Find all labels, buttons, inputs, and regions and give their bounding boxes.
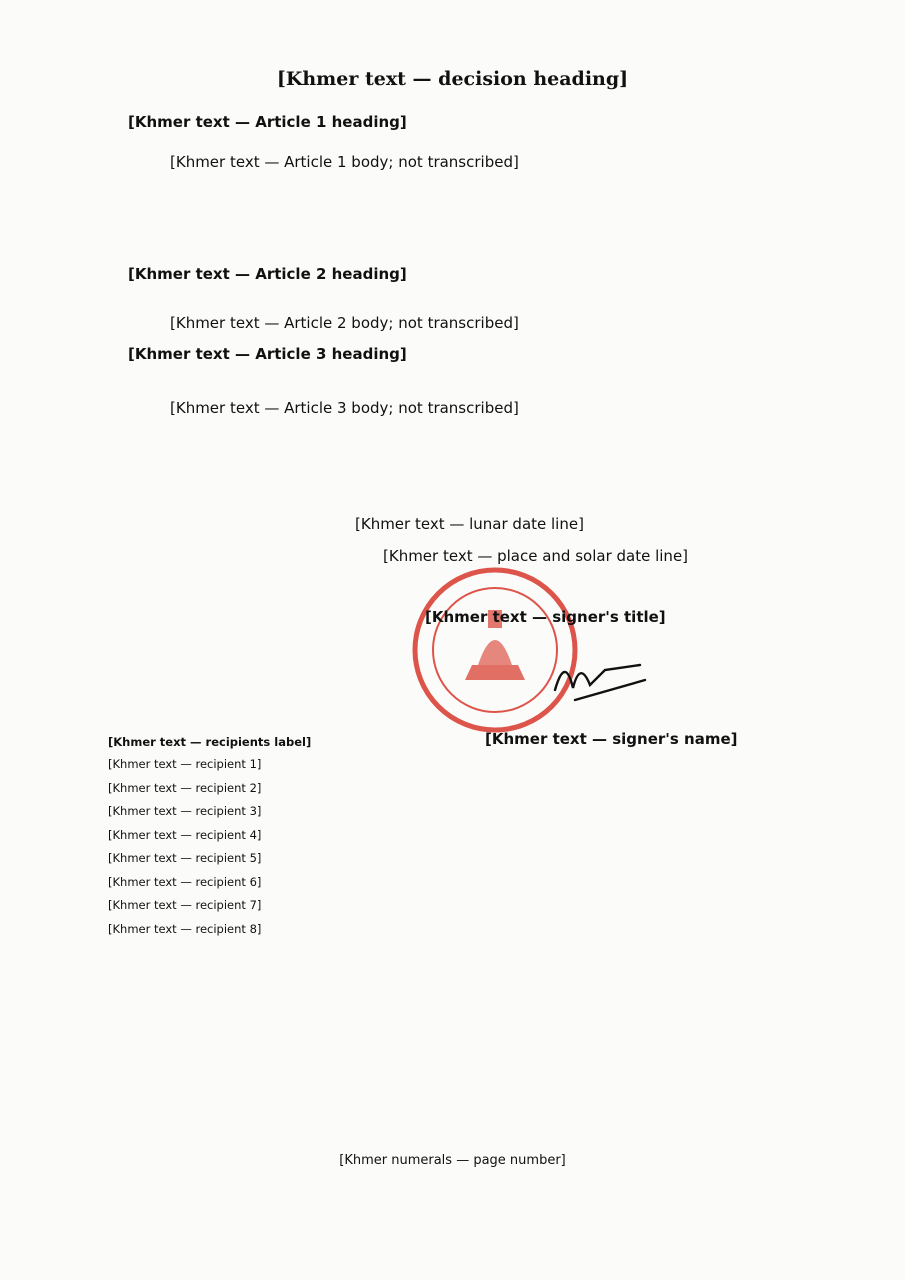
- page-number: [Khmer numerals — page number]: [339, 1153, 566, 1168]
- handwritten-signature-icon: [545, 650, 655, 710]
- article-1-heading: [Khmer text — Article 1 heading]: [128, 113, 407, 131]
- signer-title: [Khmer text — signer's title]: [425, 608, 666, 626]
- article-2-body: [Khmer text — Article 2 body; not transcribed]: [170, 314, 519, 332]
- document-title: [Khmer text — decision heading]: [276, 68, 629, 90]
- recipient-item: [Khmer text — recipient 5]: [108, 851, 262, 865]
- recipient-item: [Khmer text — recipient 4]: [108, 827, 262, 842]
- recipients-list: [108, 753, 311, 941]
- lunar-date-line: [Khmer text — lunar date line]: [355, 515, 584, 533]
- recipient-item: [Khmer text — recipient 8]: [108, 921, 262, 936]
- recipient-item: [Khmer text — recipient 6]: [108, 874, 262, 889]
- recipient-item: [Khmer text — recipient 3]: [108, 804, 262, 818]
- recipients-block: [108, 735, 311, 941]
- solar-date-line: [Khmer text — place and solar date line]: [383, 547, 689, 565]
- article-1-body: [Khmer text — Article 1 body; not transcribed]: [170, 153, 519, 171]
- recipient-item: [Khmer text — recipient 2]: [108, 780, 262, 795]
- article-2-heading: [Khmer text — Article 2 heading]: [128, 265, 407, 283]
- recipient-item: [Khmer text — recipient 7]: [108, 898, 262, 912]
- recipients-title: [Khmer text — recipients label]: [108, 735, 312, 749]
- article-3-body: [Khmer text — Article 3 body; not transcribed]: [170, 399, 519, 417]
- signer-name: [Khmer text — signer's name]: [485, 730, 738, 748]
- recipient-item: [Khmer text — recipient 1]: [108, 757, 262, 771]
- article-3-heading: [Khmer text — Article 3 heading]: [128, 345, 407, 363]
